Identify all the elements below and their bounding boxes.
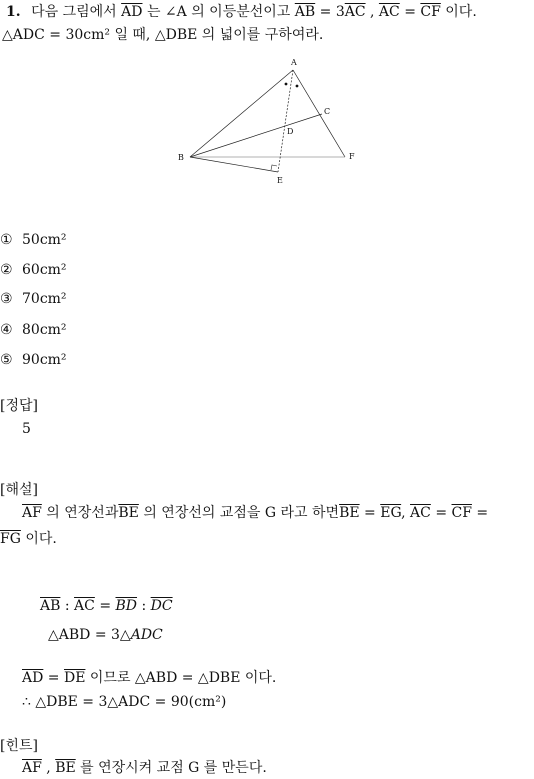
segment-ad: $\overline{AD}$ bbox=[22, 670, 44, 686]
triangle-figure bbox=[170, 52, 370, 192]
question-text: 이다. bbox=[445, 4, 477, 20]
answer-value: 5 bbox=[22, 421, 31, 437]
segment-cf: $\overline{CF}$ bbox=[451, 505, 472, 521]
explanation-text: 의 연장선의 교점을 G 라고 하면 bbox=[143, 505, 340, 521]
segment-bc bbox=[190, 114, 322, 157]
question-text: , bbox=[370, 4, 375, 20]
segment-be: $\overline{BE}$ bbox=[55, 760, 76, 776]
side-ab bbox=[190, 70, 293, 157]
answer-tag: [정답] bbox=[0, 398, 38, 414]
choice-text: 50cm² bbox=[22, 232, 67, 248]
explanation-tag: [해설] bbox=[0, 482, 38, 498]
choice-2[interactable] bbox=[0, 260, 67, 281]
label-f: F bbox=[349, 152, 355, 161]
segment-ac: $\overline{AC}$ bbox=[344, 4, 366, 20]
right-angle-mark bbox=[271, 165, 277, 170]
explanation-text: = bbox=[435, 505, 448, 521]
explanation-text: = bbox=[476, 505, 489, 521]
choice-3[interactable] bbox=[0, 289, 67, 310]
segment-af: $\overline{AF}$ bbox=[22, 505, 42, 521]
hint-tag: [힌트] bbox=[0, 738, 38, 754]
question-text: = 3 bbox=[319, 4, 345, 20]
explanation-line-1 bbox=[22, 503, 488, 524]
question-text: 다음 그림에서 bbox=[31, 4, 117, 20]
explanation-conclusion: ∴ △DBE = 3△ADC = 90(cm²) bbox=[22, 694, 227, 710]
segment-cf: $\overline{CF}$ bbox=[420, 4, 441, 20]
question-line-1 bbox=[6, 2, 477, 23]
choice-number: ⑤ bbox=[0, 352, 13, 368]
explanation-text: 의 연장선과 bbox=[46, 505, 119, 521]
choice-number: ② bbox=[0, 262, 13, 278]
question-number: 1. bbox=[6, 4, 21, 20]
question-text: 는 ∠A 의 이등분선이고 bbox=[146, 4, 291, 20]
segment-ad: $\overline{AD}$ bbox=[121, 4, 143, 20]
segment-be: $\overline{BE}$ bbox=[118, 505, 139, 521]
choice-text: 80cm² bbox=[22, 322, 67, 338]
choice-4[interactable] bbox=[0, 320, 67, 341]
question-text: = bbox=[404, 4, 416, 20]
explanation-line-2 bbox=[0, 529, 57, 550]
label-d: D bbox=[287, 127, 294, 136]
formula-text: ADC bbox=[130, 627, 163, 643]
hint-text: 를 연장시켜 교점 G 를 만든다. bbox=[80, 760, 267, 776]
label-a: A bbox=[291, 58, 297, 67]
side-af bbox=[293, 70, 345, 157]
angle-mark-dot bbox=[285, 83, 288, 86]
segment-fg: $\overline{FG}$ bbox=[0, 531, 21, 547]
label-b: B bbox=[178, 153, 184, 162]
formula-text: : bbox=[141, 598, 147, 614]
choice-number: ① bbox=[0, 232, 13, 248]
formula-ratio bbox=[40, 596, 173, 617]
formula-text: : bbox=[64, 598, 70, 614]
formula-area bbox=[48, 625, 163, 646]
triangle-diagram bbox=[170, 52, 370, 192]
question-line-2: △ADC = 30cm² 일 때, △DBE 의 넓이를 구하여라. bbox=[2, 27, 324, 43]
choice-text: 90cm² bbox=[22, 352, 67, 368]
explanation-line-3 bbox=[22, 668, 276, 689]
label-e: E bbox=[277, 176, 283, 185]
segment-dc: $\overline{DC}$ bbox=[150, 598, 173, 614]
segment-be bbox=[190, 157, 278, 172]
segment-de: $\overline{DE}$ bbox=[63, 670, 86, 686]
choice-5[interactable] bbox=[0, 350, 67, 371]
choice-number: ③ bbox=[0, 291, 13, 307]
segment-eg: $\overline{EG}$ bbox=[380, 505, 402, 521]
hint-line bbox=[22, 758, 267, 779]
explanation-text: 이므로 △ABD = △DBE 이다. bbox=[89, 670, 277, 686]
label-c: C bbox=[324, 107, 331, 116]
choice-text: 70cm² bbox=[22, 291, 67, 307]
choice-text: 60cm² bbox=[22, 262, 67, 278]
segment-ac: $\overline{AC}$ bbox=[378, 4, 400, 20]
segment-af: $\overline{AF}$ bbox=[22, 760, 42, 776]
explanation-text: 이다. bbox=[25, 531, 57, 547]
explanation-text: = bbox=[47, 670, 60, 686]
segment-ac: $\overline{AC}$ bbox=[74, 598, 95, 614]
segment-ab: $\overline{AB}$ bbox=[294, 4, 316, 20]
segment-bd: $\overline{BD}$ bbox=[115, 598, 138, 614]
choice-1[interactable] bbox=[0, 230, 67, 251]
hint-text: , bbox=[46, 760, 51, 776]
segment-ac: $\overline{AC}$ bbox=[410, 505, 431, 521]
explanation-text: = bbox=[364, 505, 376, 521]
angle-mark-dot bbox=[296, 85, 299, 88]
formula-text: △ABD = 3△ bbox=[48, 627, 131, 643]
choice-number: ④ bbox=[0, 322, 13, 338]
segment-be: $\overline{BE}$ bbox=[339, 505, 360, 521]
segment-ab: $\overline{AB}$ bbox=[40, 598, 61, 614]
explanation-text: , bbox=[401, 505, 406, 521]
formula-text: = bbox=[99, 598, 112, 614]
